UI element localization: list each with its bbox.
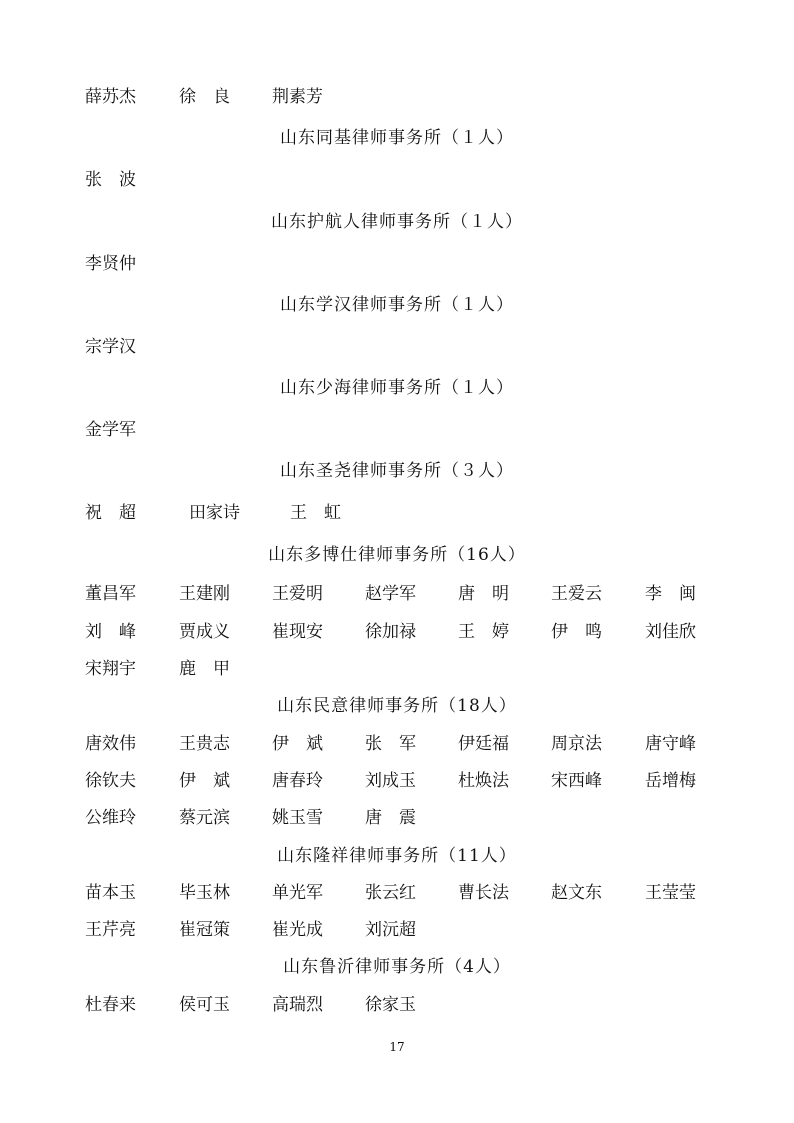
lawyer-name: 崔现安: [272, 622, 323, 642]
lawyer-name: 伊 斌: [272, 734, 323, 754]
lawyer-name: 杜焕法: [458, 771, 509, 791]
lawyer-name: 李 闽: [645, 584, 696, 604]
lawyer-name: 王贵志: [179, 734, 230, 754]
name-row: [0, 581, 794, 607]
lawyer-name: 苗本玉: [85, 883, 136, 903]
lawyer-name: 唐守峰: [645, 734, 696, 754]
name-row: [0, 992, 794, 1018]
page-number: 17: [389, 1040, 405, 1054]
name-row: [0, 731, 794, 757]
lawyer-name: 王爱云: [551, 584, 602, 604]
lawyer-name: 公维玲: [85, 808, 136, 828]
name-row: [0, 500, 794, 526]
lawyer-name: 刘沅超: [365, 920, 416, 940]
name-row: [0, 805, 794, 831]
lawyer-name: 伊 斌: [179, 771, 230, 791]
lawyer-name: 张 波: [85, 170, 136, 190]
lawyer-name: 高瑞烈: [272, 995, 323, 1015]
firm-heading: 山东护航人律师事务所（１人）: [271, 212, 523, 232]
lawyer-name: 张 军: [365, 734, 416, 754]
lawyer-name: 姚玉雪: [272, 808, 323, 828]
name-row: [0, 251, 794, 277]
firm-heading: 山东鲁沂律师事务所（4人）: [283, 957, 511, 977]
lawyer-name: 王 虹: [290, 503, 341, 523]
firm-heading: 山东圣尧律师事务所（３人）: [280, 461, 514, 481]
lawyer-name: 毕玉林: [179, 883, 230, 903]
name-row: [0, 84, 794, 110]
lawyer-name: 鹿 甲: [179, 659, 230, 679]
lawyer-name: 祝 超: [85, 503, 136, 523]
name-row: [0, 768, 794, 794]
lawyer-name: 周京法: [551, 734, 602, 754]
lawyer-name: 王 婷: [458, 622, 509, 642]
lawyer-name: 蔡元滨: [179, 808, 230, 828]
lawyer-name: 唐春玲: [272, 771, 323, 791]
lawyer-name: 唐 震: [365, 808, 416, 828]
lawyer-name: 王莹莹: [645, 883, 696, 903]
lawyer-name: 赵文东: [551, 883, 602, 903]
lawyer-name: 董昌军: [85, 584, 136, 604]
lawyer-name: 刘佳欣: [645, 622, 696, 642]
name-row: [0, 334, 794, 360]
lawyer-name: 杜春来: [85, 995, 136, 1015]
name-row: [0, 656, 794, 682]
lawyer-name: 侯可玉: [179, 995, 230, 1015]
lawyer-name: 李贤仲: [85, 254, 136, 274]
lawyer-name: 崔光成: [272, 920, 323, 940]
lawyer-name: 单光军: [272, 883, 323, 903]
lawyer-name: 徐加禄: [365, 622, 416, 642]
lawyer-name: 徐钦夫: [85, 771, 136, 791]
lawyer-name: 伊廷福: [458, 734, 509, 754]
firm-heading: 山东少海律师事务所（１人）: [280, 378, 514, 398]
lawyer-name: 宋翔宇: [85, 659, 136, 679]
lawyer-name: 张云红: [365, 883, 416, 903]
lawyer-name: 宋西峰: [551, 771, 602, 791]
name-row: [0, 167, 794, 193]
name-row: [0, 917, 794, 943]
lawyer-name: 王爱明: [272, 584, 323, 604]
name-row: [0, 880, 794, 906]
lawyer-name: 宗学汉: [85, 337, 136, 357]
lawyer-name: 田家诗: [189, 503, 240, 523]
firm-heading: 山东多博仕律师事务所（16人）: [268, 545, 526, 565]
lawyer-name: 荆素芳: [272, 87, 323, 107]
lawyer-name: 刘成玉: [365, 771, 416, 791]
lawyer-name: 王芹亮: [85, 920, 136, 940]
firm-heading: 山东隆祥律师事务所（11人）: [277, 846, 517, 866]
lawyer-name: 徐家玉: [365, 995, 416, 1015]
firm-heading: 山东民意律师事务所（18人）: [277, 696, 517, 716]
lawyer-name: 岳增梅: [645, 771, 696, 791]
firm-heading: 山东学汉律师事务所（１人）: [280, 295, 514, 315]
lawyer-name: 徐 良: [179, 87, 230, 107]
lawyer-name: 曹长法: [458, 883, 509, 903]
lawyer-name: 薛苏杰: [85, 87, 136, 107]
lawyer-name: 贾成义: [179, 622, 230, 642]
name-row: [0, 619, 794, 645]
lawyer-name: 赵学军: [365, 584, 416, 604]
lawyer-name: 金学军: [85, 420, 136, 440]
lawyer-name: 伊 鸣: [551, 622, 602, 642]
lawyer-name: 王建刚: [179, 584, 230, 604]
lawyer-name: 唐效伟: [85, 734, 136, 754]
firm-heading: 山东同基律师事务所（１人）: [280, 128, 514, 148]
name-row: [0, 417, 794, 443]
lawyer-name: 崔冠策: [179, 920, 230, 940]
lawyer-name: 刘 峰: [85, 622, 136, 642]
lawyer-name: 唐 明: [458, 584, 509, 604]
